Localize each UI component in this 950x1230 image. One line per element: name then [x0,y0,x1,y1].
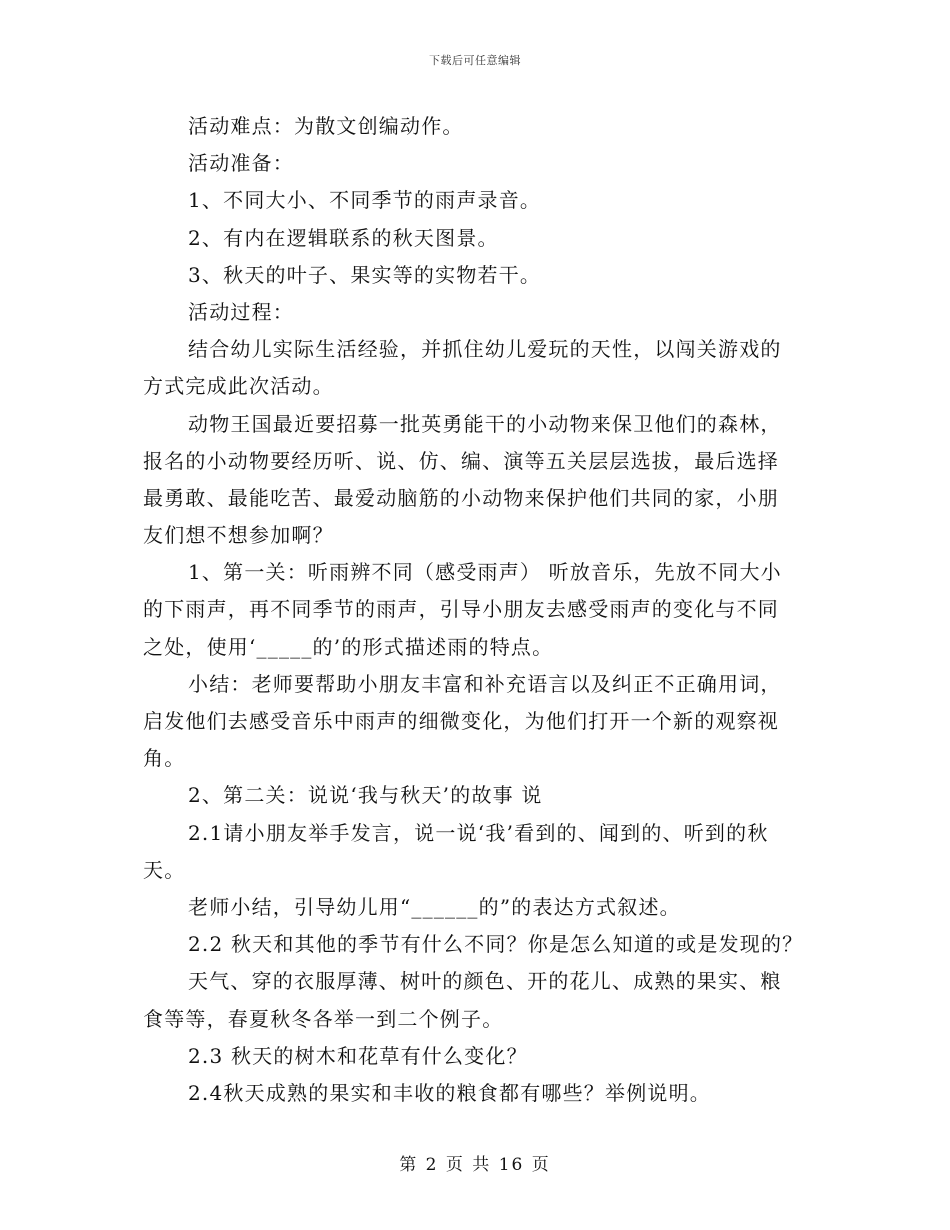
text-line: 最勇敢、最能吃苦、最爱动脑筋的小动物来保护他们共同的家，小朋 [143,485,779,510]
text-line: 角。 [143,746,186,771]
text-line: 小结：老师要帮助小朋友丰富和补充语言以及纠正不正确用词， [188,671,782,696]
text-line: 食等等，春夏秋冬各举一到二个例子。 [143,1006,504,1031]
text-line: 2.4秋天成熟的果实和丰收的粮食都有哪些？举例说明。 [188,1080,712,1105]
text-line: 1、不同大小、不同季节的雨声录音。 [188,188,542,213]
text-line: 2.1请小朋友举手发言，说一说‘我’看到的、闻到的、听到的秋 [188,820,769,845]
text-line: 的下雨声，再不同季节的雨声，引导小朋友去感受雨声的变化与不同 [143,597,779,622]
text-line: 报名的小动物要经历听、说、仿、编、演等五关层层选拔，最后选择 [143,448,779,473]
text-line: 活动难点：为散文创编动作。 [188,114,464,138]
text-line: 方式完成此次活动。 [143,374,334,399]
text-line: 2.3 秋天的树木和花草有什么变化？ [188,1043,528,1068]
text-line: 1、第一关：听雨辨不同（感受雨声） 听放音乐，先放不同大小 [188,560,782,585]
text-line: 活动过程： [188,299,294,324]
text-line: 天。 [143,857,186,882]
text-line: 活动准备： [188,151,294,176]
text-line: 老师小结，引导幼儿用“______的”的表达方式叙述。 [188,894,681,919]
text-line: 2.2 秋天和其他的季节有什么不同？你是怎么知道的或是发现的？ [188,932,804,957]
text-line: 友们想不想参加啊？ [143,523,334,548]
text-line: 启发他们去感受音乐中雨声的细微变化，为他们打开一个新的观察视 [143,709,779,733]
page-header: 下载后可任意编辑 [429,54,521,67]
text-line: 结合幼儿实际生活经验，并抓住幼儿爱玩的天性，以闯关游戏的 [188,337,782,362]
page-footer: 第 2 页 共 16 页 [399,1155,551,1175]
text-line: 动物王国最近要招募一批英勇能干的小动物来保卫他们的森林， [188,411,782,436]
text-line: 2、有内在逻辑联系的秋天图景。 [188,225,499,250]
text-line: 之处，使用‘_____的’的形式描述雨的特点。 [143,634,554,659]
text-line: 天气、穿的衣服厚薄、树叶的颜色、开的花儿、成熟的果实、粮 [188,969,782,994]
text-line: 3、秋天的叶子、果实等的实物若干。 [188,262,542,287]
document-body [143,108,809,1112]
text-line: 2、第二关：说说‘我与秋天’的故事 说 [188,783,543,808]
